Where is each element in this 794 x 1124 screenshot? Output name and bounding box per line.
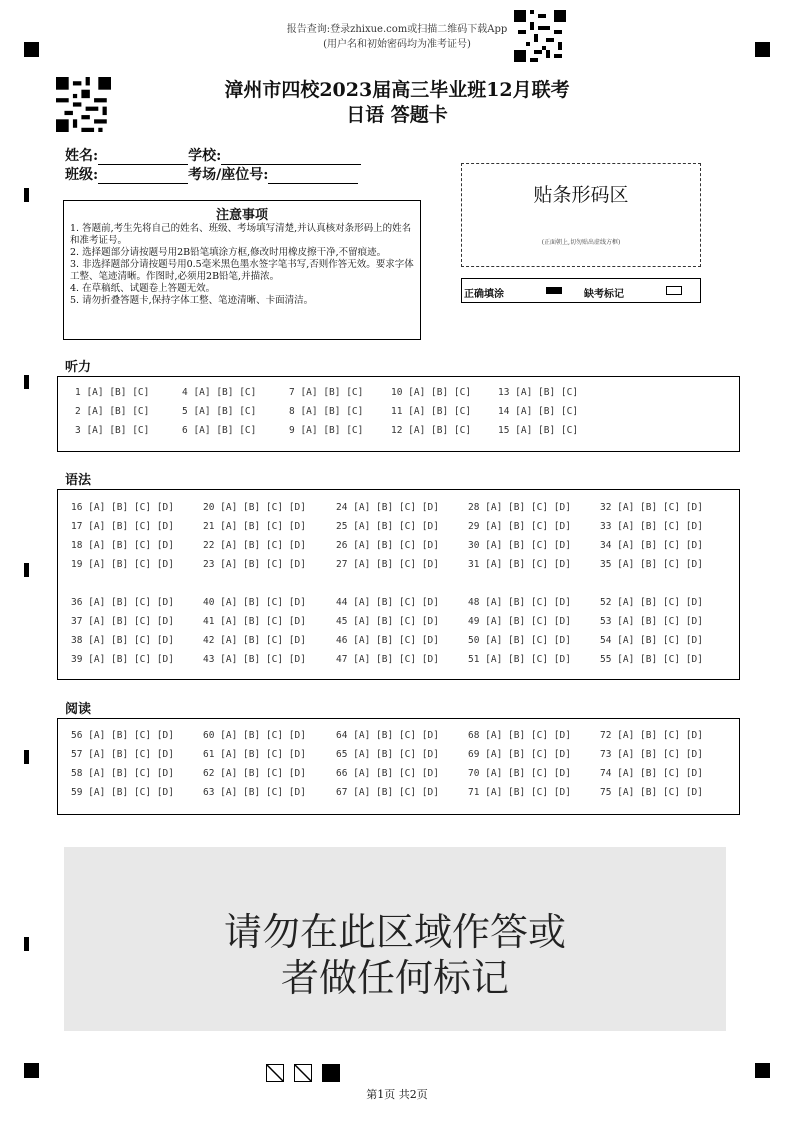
exam-title-line2: 日语 答题卡: [346, 104, 448, 126]
answer-row[interactable]: 11 [A] [B] [C]: [391, 406, 472, 417]
answer-row[interactable]: 38 [A] [B] [C] [D]: [71, 635, 174, 646]
answer-row[interactable]: 9 [A] [B] [C]: [289, 425, 364, 436]
answer-row[interactable]: 61 [A] [B] [C] [D]: [203, 749, 306, 760]
answer-row[interactable]: 26 [A] [B] [C] [D]: [336, 540, 439, 551]
school-field[interactable]: [221, 149, 361, 165]
listening-section: [57, 376, 740, 452]
name-label: 姓名:: [65, 148, 99, 164]
answer-row[interactable]: 10 [A] [B] [C]: [391, 387, 472, 398]
answer-row[interactable]: 71 [A] [B] [C] [D]: [468, 787, 571, 798]
answer-row[interactable]: 23 [A] [B] [C] [D]: [203, 559, 306, 570]
notice-line: 4. 在草稿纸、试题卷上答题无效。: [70, 283, 216, 294]
barcode-area[interactable]: [461, 163, 701, 267]
answer-row[interactable]: 21 [A] [B] [C] [D]: [203, 521, 306, 532]
answer-row[interactable]: 14 [A] [B] [C]: [498, 406, 579, 417]
answer-row[interactable]: 32 [A] [B] [C] [D]: [600, 502, 703, 513]
answer-row[interactable]: 7 [A] [B] [C]: [289, 387, 364, 398]
school-label: 学校:: [188, 148, 222, 164]
field-row-1: [65, 145, 361, 165]
answer-row[interactable]: 74 [A] [B] [C] [D]: [600, 768, 703, 779]
timing-mark: [24, 188, 29, 202]
answer-row[interactable]: 18 [A] [B] [C] [D]: [71, 540, 174, 551]
answer-row[interactable]: 64 [A] [B] [C] [D]: [336, 730, 439, 741]
registration-mark-bottom-left: [24, 1063, 39, 1078]
answer-row[interactable]: 50 [A] [B] [C] [D]: [468, 635, 571, 646]
notice-title: 注意事项: [215, 208, 268, 223]
answer-row[interactable]: 49 [A] [B] [C] [D]: [468, 616, 571, 627]
answer-row[interactable]: 52 [A] [B] [C] [D]: [600, 597, 703, 608]
answer-row[interactable]: 51 [A] [B] [C] [D]: [468, 654, 571, 665]
answer-row[interactable]: 34 [A] [B] [C] [D]: [600, 540, 703, 551]
answer-row[interactable]: 72 [A] [B] [C] [D]: [600, 730, 703, 741]
registration-mark-bottom-right: [755, 1063, 770, 1078]
reading-section: [57, 718, 740, 815]
answer-row[interactable]: 46 [A] [B] [C] [D]: [336, 635, 439, 646]
page-id-square: [266, 1064, 284, 1082]
exam-title: [0, 78, 794, 128]
report-query-line1: 报告查询:登录zhixue.com或扫描二维码下载App: [286, 24, 508, 35]
answer-row[interactable]: 43 [A] [B] [C] [D]: [203, 654, 306, 665]
answer-row[interactable]: 5 [A] [B] [C]: [182, 406, 257, 417]
answer-row[interactable]: 62 [A] [B] [C] [D]: [203, 768, 306, 779]
barcode-area-note: (正面朝上,切勿贴出虚线方框): [541, 239, 621, 246]
answer-row[interactable]: 41 [A] [B] [C] [D]: [203, 616, 306, 627]
answer-row[interactable]: 19 [A] [B] [C] [D]: [71, 559, 174, 570]
answer-row[interactable]: 36 [A] [B] [C] [D]: [71, 597, 174, 608]
no-mark-text-line1: 请勿在此区域作答或: [223, 910, 566, 954]
answer-row[interactable]: 25 [A] [B] [C] [D]: [336, 521, 439, 532]
fill-legend: [461, 278, 701, 303]
notice-box: [63, 200, 421, 340]
answer-row[interactable]: 4 [A] [B] [C]: [182, 387, 257, 398]
answer-row[interactable]: 2 [A] [B] [C]: [75, 406, 150, 417]
timing-mark: [24, 563, 29, 577]
timing-mark: [24, 937, 29, 951]
answer-row[interactable]: 16 [A] [B] [C] [D]: [71, 502, 174, 513]
answer-row[interactable]: 35 [A] [B] [C] [D]: [600, 559, 703, 570]
answer-row[interactable]: 66 [A] [B] [C] [D]: [336, 768, 439, 779]
answer-row[interactable]: 8 [A] [B] [C]: [289, 406, 364, 417]
answer-row[interactable]: 58 [A] [B] [C] [D]: [71, 768, 174, 779]
page-id-square: [294, 1064, 312, 1082]
grammar-section-label: 语法: [65, 473, 92, 488]
notice-line: 5. 请勿折叠答题卡,保持字体工整、笔迹清晰、卡面清洁。: [70, 295, 314, 306]
answer-row[interactable]: 13 [A] [B] [C]: [498, 387, 579, 398]
answer-row[interactable]: 1 [A] [B] [C]: [75, 387, 150, 398]
no-mark-text-line2: 者做任何标记: [280, 956, 509, 1000]
answer-row[interactable]: 29 [A] [B] [C] [D]: [468, 521, 571, 532]
answer-row[interactable]: 67 [A] [B] [C] [D]: [336, 787, 439, 798]
answer-row[interactable]: 27 [A] [B] [C] [D]: [336, 559, 439, 570]
room-seat-field[interactable]: [268, 168, 358, 184]
class-field[interactable]: [98, 168, 188, 184]
notice-line: 1. 答题前,考生先将自己的姓名、班级、考场填写清楚,并认真核对条形码上的姓名和准考证号。: [70, 223, 412, 246]
room-seat-label: 考场/座位号:: [188, 167, 269, 183]
answer-row[interactable]: 75 [A] [B] [C] [D]: [600, 787, 703, 798]
answer-row[interactable]: 48 [A] [B] [C] [D]: [468, 597, 571, 608]
answer-row[interactable]: 69 [A] [B] [C] [D]: [468, 749, 571, 760]
answer-row[interactable]: 68 [A] [B] [C] [D]: [468, 730, 571, 741]
answer-row[interactable]: 33 [A] [B] [C] [D]: [600, 521, 703, 532]
no-mark-area: [64, 847, 726, 1031]
answer-row[interactable]: 15 [A] [B] [C]: [498, 425, 579, 436]
answer-row[interactable]: 6 [A] [B] [C]: [182, 425, 257, 436]
class-label: 班级:: [65, 167, 99, 183]
answer-row[interactable]: 17 [A] [B] [C] [D]: [71, 521, 174, 532]
timing-mark: [24, 750, 29, 764]
answer-row[interactable]: 3 [A] [B] [C]: [75, 425, 150, 436]
answer-row[interactable]: 63 [A] [B] [C] [D]: [203, 787, 306, 798]
answer-row[interactable]: 22 [A] [B] [C] [D]: [203, 540, 306, 551]
page-number: 第1页 共2页: [366, 1088, 428, 1101]
answer-row[interactable]: 12 [A] [B] [C]: [391, 425, 472, 436]
answer-row[interactable]: 54 [A] [B] [C] [D]: [600, 635, 703, 646]
answer-row[interactable]: 55 [A] [B] [C] [D]: [600, 654, 703, 665]
answer-row[interactable]: 73 [A] [B] [C] [D]: [600, 749, 703, 760]
answer-row[interactable]: 47 [A] [B] [C] [D]: [336, 654, 439, 665]
answer-row[interactable]: 39 [A] [B] [C] [D]: [71, 654, 174, 665]
barcode-area-title: 贴条形码区: [533, 184, 629, 206]
report-query-line2: (用户名和初始密码均为准考证号): [323, 39, 471, 50]
answer-row[interactable]: 24 [A] [B] [C] [D]: [336, 502, 439, 513]
correct-fill-label: 正确填涂: [464, 289, 504, 300]
reading-section-label: 阅读: [65, 702, 92, 717]
name-field[interactable]: [98, 149, 188, 165]
absent-mark-label: 缺考标记: [584, 289, 624, 300]
answer-row[interactable]: 31 [A] [B] [C] [D]: [468, 559, 571, 570]
notice-line: 2. 选择题部分请按题号用2B铅笔填涂方框,修改时用橡皮擦干净,不留痕迹。: [70, 247, 387, 258]
report-query-note: [0, 22, 794, 52]
grammar-section: [57, 489, 740, 680]
answer-row[interactable]: 37 [A] [B] [C] [D]: [71, 616, 174, 627]
top-qr-code: [514, 10, 566, 62]
answer-row[interactable]: 57 [A] [B] [C] [D]: [71, 749, 174, 760]
answer-row[interactable]: 65 [A] [B] [C] [D]: [336, 749, 439, 760]
answer-row[interactable]: 70 [A] [B] [C] [D]: [468, 768, 571, 779]
exam-title-line1: 漳州市四校2023届高三毕业班12月联考: [224, 79, 570, 101]
correct-fill-sample: [546, 287, 562, 294]
timing-mark: [24, 375, 29, 389]
listening-section-label: 听力: [65, 360, 92, 375]
notice-line: 3. 非选择题部分请按题号用0.5毫米黑色墨水签字笔书写,否则作答无效。要求字体工整、笔迹清晰。作图时,必须用2B铅笔,并描浓。: [70, 259, 414, 282]
absent-mark-checkbox[interactable]: [666, 286, 682, 295]
answer-row[interactable]: 53 [A] [B] [C] [D]: [600, 616, 703, 627]
answer-row[interactable]: 30 [A] [B] [C] [D]: [468, 540, 571, 551]
answer-row[interactable]: 44 [A] [B] [C] [D]: [336, 597, 439, 608]
answer-row[interactable]: 60 [A] [B] [C] [D]: [203, 730, 306, 741]
answer-row[interactable]: 59 [A] [B] [C] [D]: [71, 787, 174, 798]
answer-row[interactable]: 56 [A] [B] [C] [D]: [71, 730, 174, 741]
page-id-square-filled: [322, 1064, 340, 1082]
field-row-2: [65, 164, 358, 184]
answer-row[interactable]: 40 [A] [B] [C] [D]: [203, 597, 306, 608]
answer-row[interactable]: 45 [A] [B] [C] [D]: [336, 616, 439, 627]
answer-row[interactable]: 28 [A] [B] [C] [D]: [468, 502, 571, 513]
answer-row[interactable]: 20 [A] [B] [C] [D]: [203, 502, 306, 513]
answer-row[interactable]: 42 [A] [B] [C] [D]: [203, 635, 306, 646]
